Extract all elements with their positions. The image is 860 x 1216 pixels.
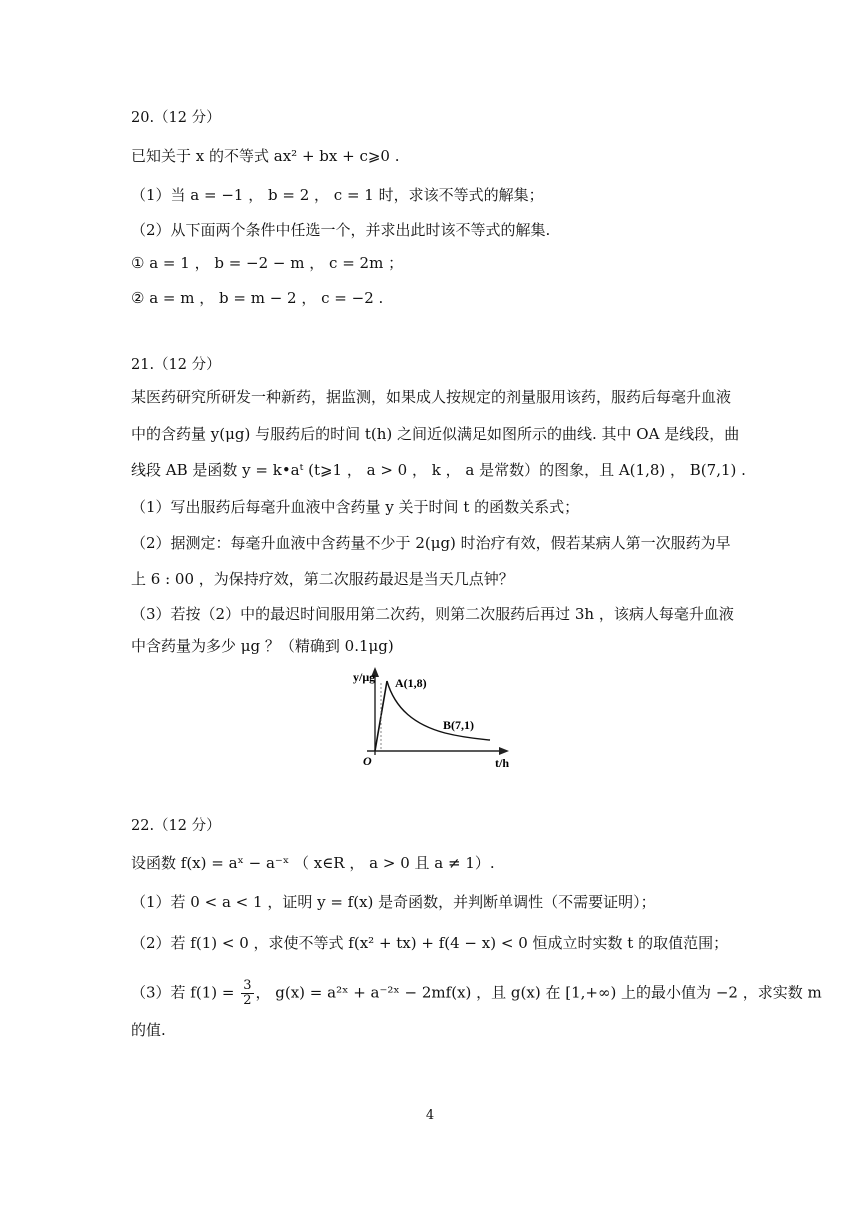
q21-part2-line1: （2）据测定：每毫升血液中含药量不少于 2(μg) 时治疗有效，假若某病人第一次服药为早: [131, 534, 731, 552]
x-axis-label: t/h: [495, 756, 510, 770]
q22-part3-line2: 的值.: [131, 1021, 166, 1039]
q22-part1: （1）若 0 < a < 1 ，证明 y = f(x) 是奇函数，并判断单调性（不需要证明）；: [131, 893, 656, 911]
q22-part3-prefix: （3）若 f(1) =: [131, 983, 240, 1002]
page-number: 4: [425, 1108, 435, 1123]
q22-heading: 22.（12 分）: [131, 818, 221, 834]
q21-heading: 21.（12 分）: [131, 357, 221, 373]
q22-part3-line1: [131, 979, 822, 1008]
q21-figure: [345, 663, 525, 773]
origin-label: O: [363, 754, 372, 768]
q20-option2: ② a = m ， b = m − 2 ， c = −2 .: [131, 289, 384, 307]
q21-part3-line2: 中含药量为多少 μg ？（精确到 0.1μg): [131, 637, 394, 655]
q20-part1: （1）当 a = −1 ， b = 2 ， c = 1 时，求该不等式的解集；: [131, 186, 544, 204]
q22-stem: 设函数 f(x) = aˣ − a⁻ˣ （ x∈R ， a > 0 且 a ≠ 1）.: [131, 854, 495, 872]
y-axis-label: y/μg: [353, 670, 376, 684]
q21-stem-line2: 中的含药量 y(μg) 与服药后的时间 t(h) 之间近似满足如图所示的曲线. 其中 OA 是线段，曲: [131, 425, 740, 443]
point-b-label: B(7,1): [443, 718, 474, 732]
q21-part1: （1）写出服药后每毫升血液中含药量 y 关于时间 t 的函数关系式；: [131, 498, 580, 516]
q20-part2: （2）从下面两个条件中任选一个，并求出此时该不等式的解集.: [131, 221, 551, 239]
q20-stem: 已知关于 x 的不等式 ax² + bx + c⩾0 .: [131, 147, 400, 165]
fraction-numerator: 3: [243, 978, 252, 993]
q21-part3-line1: （3）若按（2）中的最迟时间服用第二次药，则第二次服药后再过 3h ，该病人每毫升血液: [131, 605, 734, 623]
point-a-label: A(1,8): [395, 676, 427, 690]
fraction: [241, 979, 253, 1008]
q22-part3-rest: ， g(x) = a²ˣ + a⁻²ˣ − 2mf(x) ，且 g(x) 在 [1,+∞) 上的最小值为 −2 ，求实数 m: [255, 983, 822, 1002]
q20-heading: 20.（12 分）: [131, 110, 221, 126]
fraction-denominator: 2: [243, 993, 252, 1008]
x-axis-arrow-icon: [499, 747, 509, 755]
q22-part2: （2）若 f(1) < 0 ，求使不等式 f(x² + tx) + f(4 − x) < 0 恒成立时实数 t 的取值范围；: [131, 934, 729, 952]
q21-stem-line3: 线段 AB 是函数 y = k•aᵗ (t⩾1 ， a > 0 ， k ， a 是常数）的图象，且 A(1,8) ， B(7,1) .: [131, 461, 746, 479]
q21-part2-line2: 上 6 : 00 ，为保持疗效，第二次服药最迟是当天几点钟？: [131, 570, 514, 588]
q20-option1: ① a = 1 ， b = −2 − m ， c = 2m ；: [131, 254, 404, 272]
q21-stem-line1: 某医药研究所研发一种新药，据监测，如果成人按规定的剂量服用该药，服药后每毫升血液: [131, 388, 732, 406]
